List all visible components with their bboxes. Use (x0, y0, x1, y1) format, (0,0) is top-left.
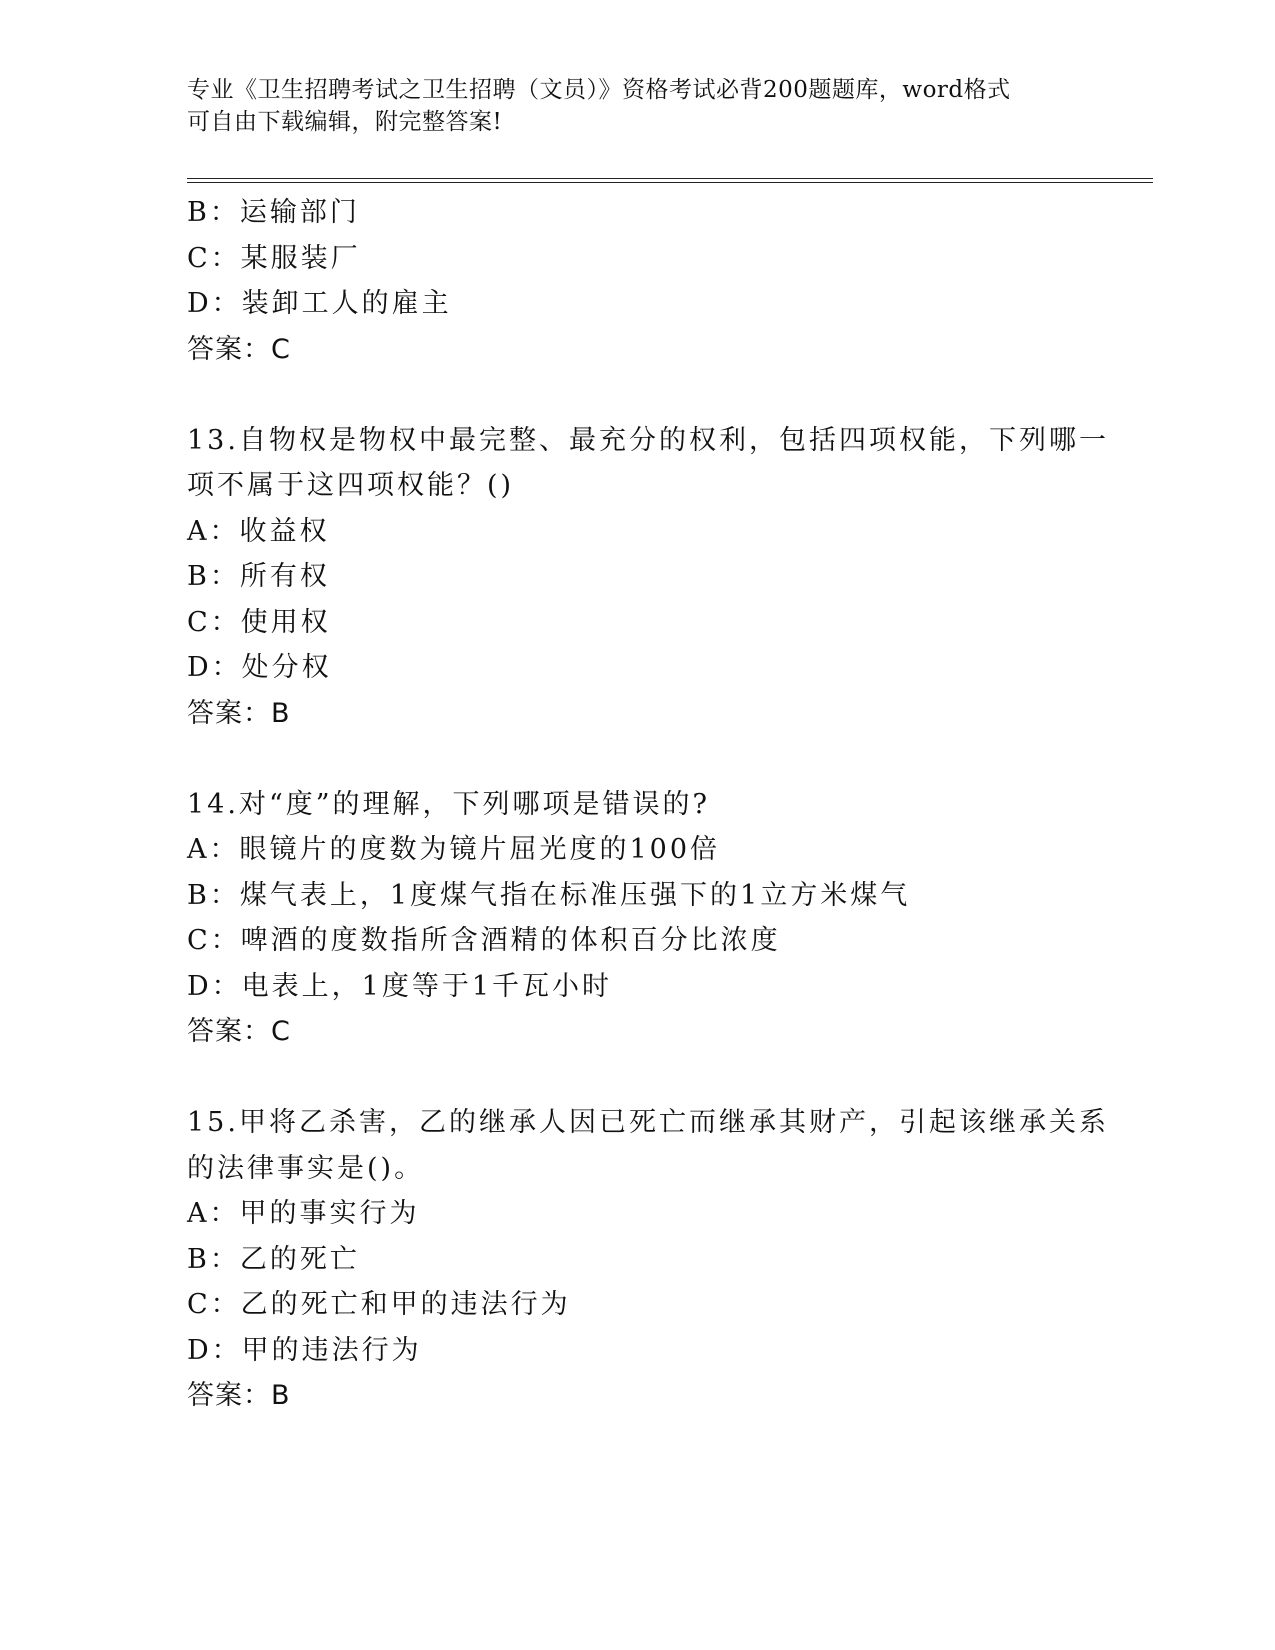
answer-line: 答案：B (187, 697, 291, 729)
answer-line: 答案：C (187, 1016, 291, 1047)
document-header (187, 74, 1067, 138)
question-stem: 13.自物权是物权中最完整、最充分的权利，包括四项权能，下列哪一 (187, 424, 1109, 456)
option-a: A：眼镜片的度数为镜片屈光度的100倍 (187, 834, 721, 865)
header-divider-bottom (187, 182, 1153, 183)
question-list (187, 190, 1109, 1419)
question-15 (187, 1100, 1109, 1419)
option-b: B：乙的死亡 (187, 1243, 360, 1275)
header-divider-top (187, 178, 1153, 179)
question-stem-continued: 的法律事实是()。 (187, 1152, 425, 1184)
question-14 (187, 782, 1087, 1055)
option-b: B：所有权 (187, 561, 330, 592)
option-d: D：甲的违法行为 (187, 1334, 422, 1366)
answer-line: 答案：B (187, 1380, 291, 1411)
option-c: C：乙的死亡和甲的违法行为 (187, 1289, 571, 1320)
option-b: B：煤气表上，1度煤气指在标准压强下的1立方米煤气 (187, 879, 911, 911)
answer-line: 答案：C (187, 333, 291, 365)
question-13 (187, 418, 1109, 737)
spacer (187, 1055, 1087, 1101)
option-d: D：电表上，1度等于1千瓦小时 (187, 970, 613, 1002)
option-c: C：啤酒的度数指所含酒精的体积百分比浓度 (187, 925, 781, 956)
spacer (187, 736, 1087, 782)
option-a: A：收益权 (187, 515, 330, 547)
option-c: C：使用权 (187, 606, 331, 638)
option-d: D：处分权 (187, 652, 332, 683)
header-line-2: 可自由下载编辑，附完整答案! (187, 109, 503, 135)
question-12-continued (187, 190, 1087, 372)
spacer (187, 372, 1087, 418)
option-d: D：装卸工人的雇主 (187, 288, 452, 319)
question-stem: 15.甲将乙杀害，乙的继承人因已死亡而继承其财产，引起该继承关系 (187, 1107, 1109, 1138)
option-a: A：甲的事实行为 (187, 1198, 420, 1229)
question-stem-continued: 项不属于这四项权能？() (187, 470, 515, 501)
question-stem: 14.对“度”的理解，下列哪项是错误的? (187, 788, 711, 820)
header-line-1: 专业《卫生招聘考试之卫生招聘（文员）》资格考试必背200题题库，word格式 (187, 77, 1011, 103)
option-c: C：某服装厂 (187, 242, 361, 274)
option-b: B：运输部门 (187, 197, 360, 228)
